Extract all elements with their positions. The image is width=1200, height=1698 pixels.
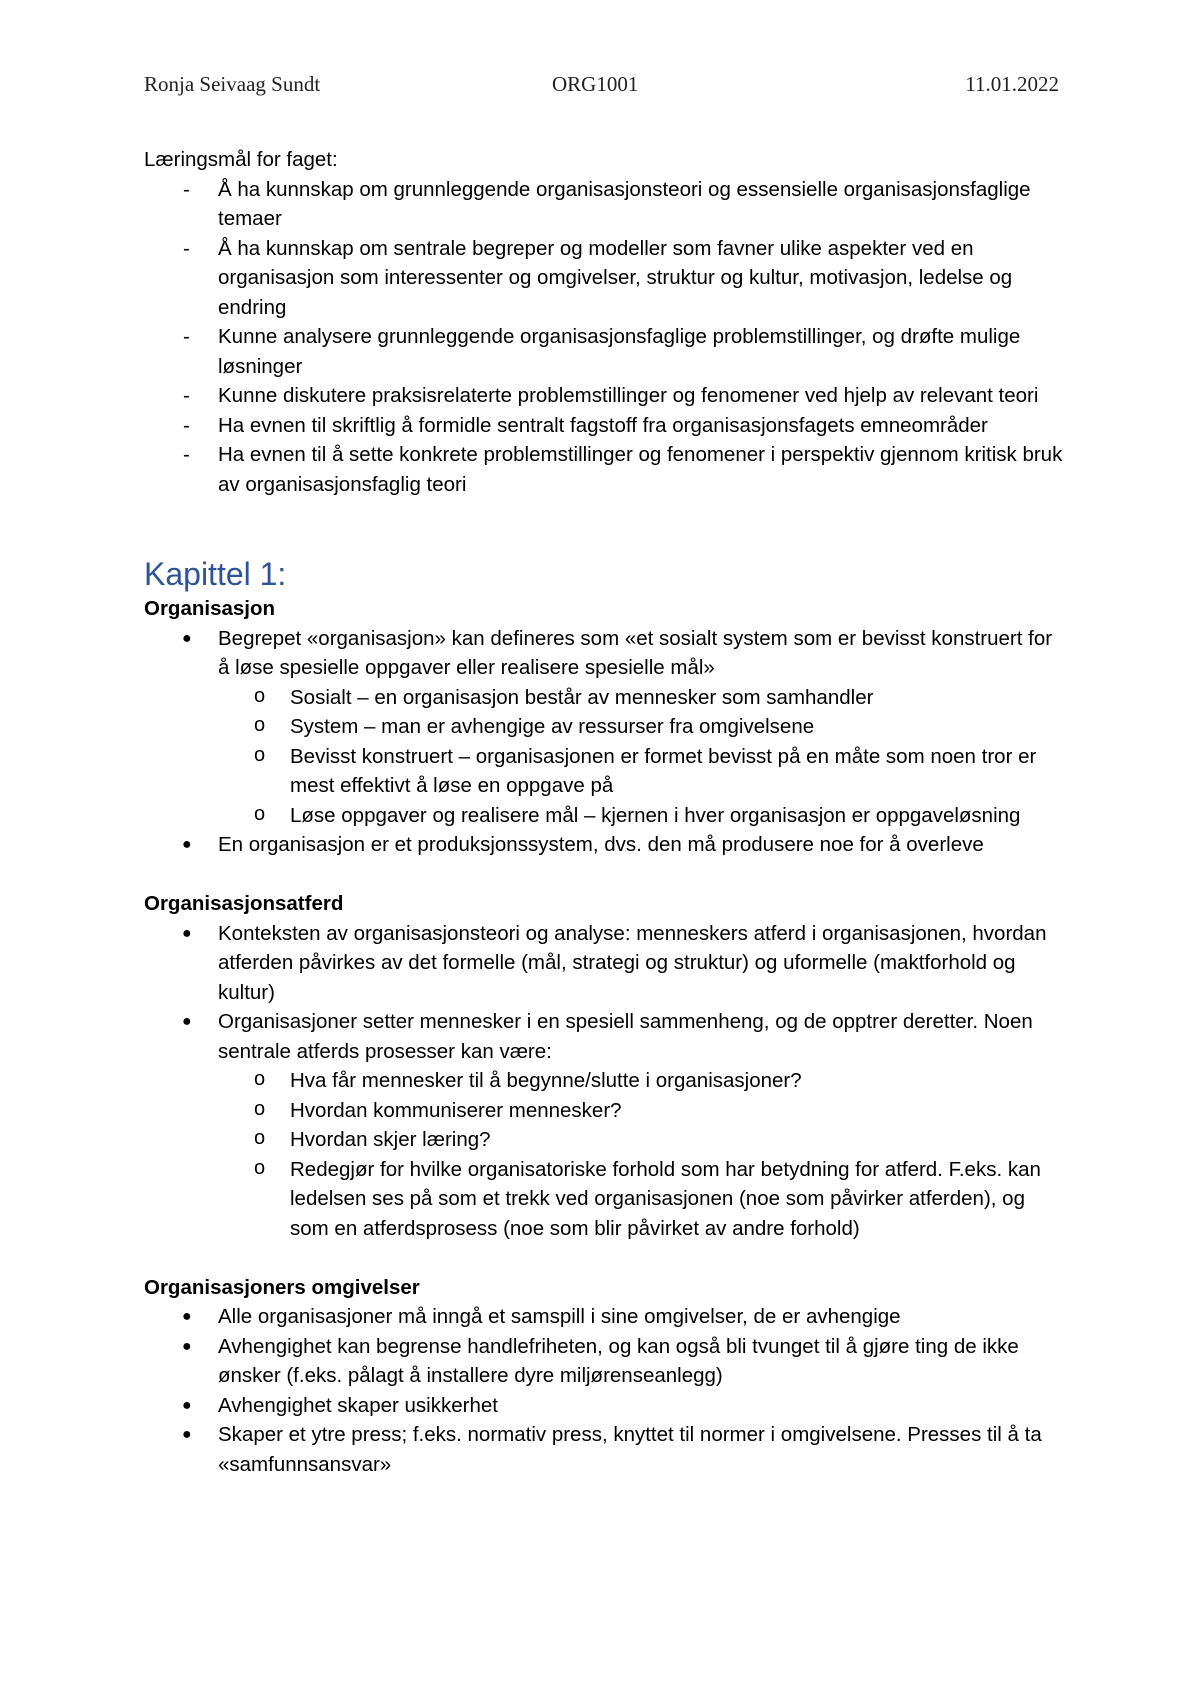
bullet-text: Begrepet «organisasjon» kan defineres som «et sosialt system som er bevisst konstruert for å løse spesielle oppgaver eller realisere spesielle mål» — [218, 626, 1053, 679]
dash-marker: - — [183, 443, 190, 466]
sub-item-text: System – man er avhengige av ressurser fra omgivelsene — [290, 715, 815, 738]
bullet-item — [144, 1332, 1064, 1391]
bullet-text: Skaper et ytre press; f.eks. normativ press, knyttet til normer i omgivelsene. Presses til å ta «samfunnsansvar» — [218, 1423, 1042, 1476]
bullet-item — [144, 830, 1064, 860]
bullet-item — [144, 1302, 1064, 1332]
sub-item-text: Hva får mennesker til å begynne/slutte i organisasjoner? — [290, 1069, 802, 1092]
bullet-list — [144, 1302, 1064, 1479]
list-item — [144, 175, 1064, 234]
bullet-icon: ● — [182, 924, 192, 942]
section-title: Organisasjon — [144, 597, 276, 620]
section-organisasjonsatferd — [144, 889, 1064, 1243]
circle-bullet-icon: o — [254, 743, 266, 766]
section-organisasjoners-omgivelser — [144, 1273, 1064, 1480]
bullet-item — [144, 624, 1064, 831]
list-item — [144, 381, 1064, 411]
chapter-heading: Kapittel 1: — [144, 556, 287, 592]
sub-item — [144, 742, 1064, 801]
section-organisasjon — [144, 594, 1064, 860]
list-item-text: Ha evnen til å sette konkrete problemstillinger og fenomener i perspektiv gjennom kritisk bruk av organisasjonsfaglig teori — [218, 443, 1063, 496]
header-author: Ronja Seivaag Sundt — [144, 72, 321, 96]
dash-marker: - — [183, 325, 190, 348]
sub-item — [144, 801, 1064, 831]
circle-bullet-icon: o — [254, 1156, 266, 1179]
bullet-text: Organisasjoner setter mennesker i en spesiell sammenheng, og de opptrer deretter. Noen sentrale atferds prosesser kan være: — [218, 1010, 1033, 1063]
sub-list — [218, 1066, 1064, 1243]
circle-bullet-icon: o — [254, 714, 266, 736]
list-item-text: Ha evnen til skriftlig å formidle sentralt fagstoff fra organisasjonsfagets emneområder — [218, 413, 988, 437]
dash-marker: - — [183, 177, 190, 201]
dash-marker: - — [183, 384, 190, 407]
bullet-icon: ● — [182, 1337, 192, 1355]
bullet-icon: ● — [182, 1013, 192, 1030]
bullet-item — [144, 919, 1064, 1008]
list-item-text: Å ha kunnskap om grunnleggende organisasjonsteori og essensielle organisasjonsfaglige temaer — [218, 177, 1031, 230]
list-item — [144, 322, 1064, 381]
bullet-list — [144, 919, 1064, 1244]
bullet-item — [144, 1007, 1064, 1243]
bullet-text: Alle organisasjoner må inngå et samspill i sine omgivelser, de er avhengige — [218, 1305, 901, 1328]
sub-item — [144, 1066, 1064, 1096]
section-title: Organisasjonsatferd — [144, 892, 344, 915]
section-title: Organisasjoners omgivelser — [144, 1275, 420, 1299]
learning-goals-list — [144, 175, 1064, 500]
bullet-text: En organisasjon er et produksjonssystem, dvs. den må produsere noe for å overleve — [218, 833, 984, 856]
sub-item-text: Hvordan kommuniserer mennesker? — [290, 1098, 622, 1122]
sub-item — [144, 683, 1064, 713]
sub-item — [144, 1096, 1064, 1126]
list-item-text: Kunne analysere grunnleggende organisasjonsfaglige problemstillinger, og drøfte mulige løsninger — [218, 325, 1021, 378]
bullet-text: Avhengighet kan begrense handlefriheten, og kan også bli tvunget til å gjøre ting de ikke ønsker (f.eks. pålagt å installere dyre miljørenseanlegg) — [218, 1334, 1019, 1387]
sub-item — [144, 1155, 1064, 1244]
bullet-icon: ● — [182, 1426, 192, 1443]
circle-bullet-icon: o — [254, 1127, 266, 1149]
circle-bullet-icon: o — [254, 1068, 266, 1090]
dash-marker: - — [183, 236, 190, 260]
bullet-text: Avhengighet skaper usikkerhet — [218, 1393, 498, 1417]
bullet-item — [144, 1420, 1064, 1479]
list-item — [144, 411, 1064, 441]
sub-item-text: Hvordan skjer læring? — [290, 1128, 491, 1151]
sub-item — [144, 1125, 1064, 1155]
sub-item-text: Bevisst konstruert – organisasjonen er formet bevisst på en måte som noen tror er mest effektivt å løse en oppgave på — [290, 744, 1037, 797]
list-item — [144, 440, 1064, 499]
list-item-text: Å ha kunnskap om sentrale begreper og modeller som favner ulike aspekter ved en organisasjon som interessenter og omgivelser, struktur og kultur, motivasjon, ledelse og endring — [218, 236, 1013, 319]
bullet-list — [144, 624, 1064, 860]
sub-item-text: Redegjør for hvilke organisatoriske forhold som har betydning for atferd. F.eks. kan ledelsen ses på som et trekk ved organisasjonen (noe som påvirker atferden), og som en atferdsprosess (noe som blir påvirket av andre forhold) — [290, 1157, 1041, 1240]
list-item-text: Kunne diskutere praksisrelaterte problemstillinger og fenomener ved hjelp av relevant teori — [218, 384, 1039, 407]
sub-item — [144, 712, 1064, 742]
header-date: 11.01.2022 — [965, 72, 1059, 96]
bullet-icon: ● — [182, 1308, 192, 1325]
bullet-icon: ● — [182, 836, 192, 853]
bullet-icon: ● — [182, 629, 192, 647]
header-course: ORG1001 — [552, 72, 639, 96]
circle-bullet-icon: o — [254, 802, 266, 825]
sub-item-text: Sosialt – en organisasjon består av mennesker som samhandler — [290, 685, 874, 709]
bullet-icon: ● — [182, 1396, 192, 1414]
circle-bullet-icon: o — [254, 684, 266, 707]
page-header — [144, 72, 1059, 102]
sub-list — [218, 683, 1064, 831]
document-body — [144, 145, 1064, 1479]
bullet-item — [144, 1391, 1064, 1421]
learning-goals-title: Læringsmål for faget: — [144, 148, 338, 171]
sub-item-text: Løse oppgaver og realisere mål – kjernen i hver organisasjon er oppgaveløsning — [290, 803, 1021, 827]
dash-marker: - — [183, 413, 190, 437]
list-item — [144, 234, 1064, 323]
circle-bullet-icon: o — [254, 1097, 266, 1120]
bullet-text: Konteksten av organisasjonsteori og analyse: menneskers atferd i organisasjonen, hvordan atferden påvirkes av det formelle (mål, strategi og struktur) og uformelle (maktforhold og kultur) — [218, 921, 1047, 1004]
